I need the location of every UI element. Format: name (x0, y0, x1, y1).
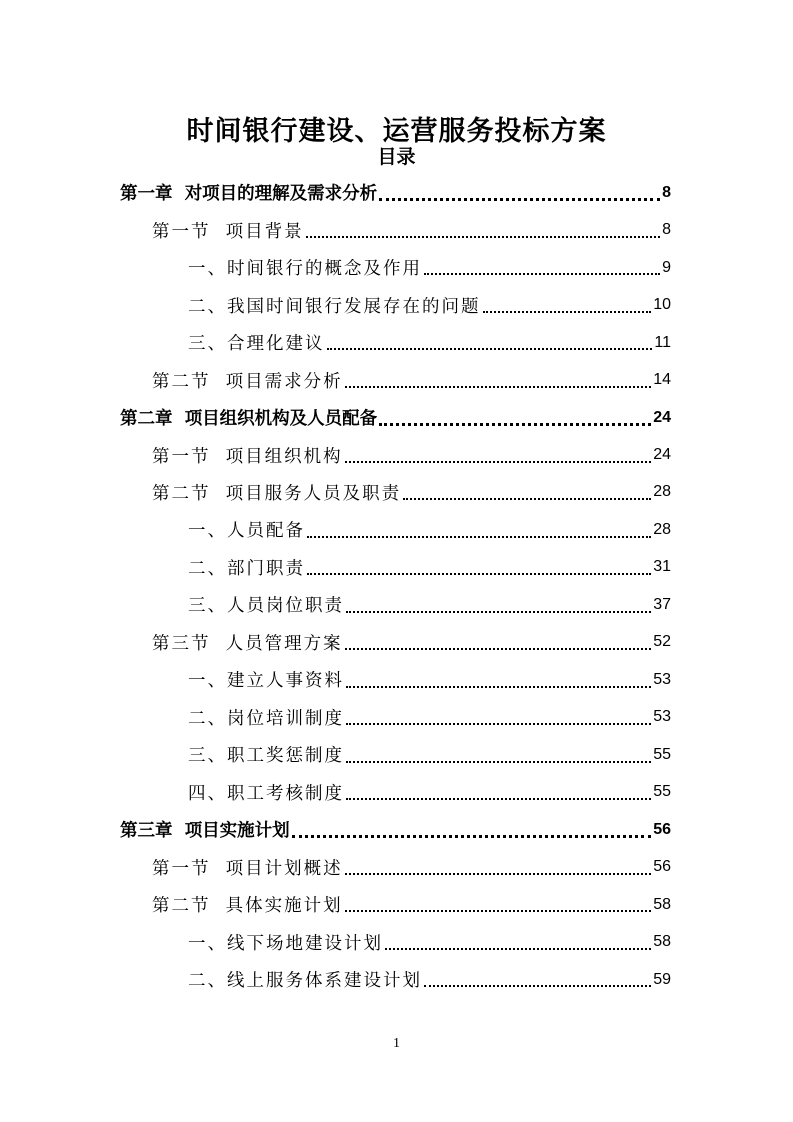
toc-entry-page: 37 (653, 595, 671, 613)
toc-entry-page: 56 (653, 858, 671, 876)
table-of-contents (0, 174, 793, 998)
dot-leader (346, 723, 651, 725)
toc-entry-number: 第一节 (152, 858, 226, 879)
dot-leader (345, 873, 652, 875)
toc-entry-number: 四、 (188, 783, 227, 804)
toc-entry-subsection[interactable] (0, 736, 793, 773)
dot-leader (379, 423, 651, 426)
toc-entry-section[interactable] (0, 361, 793, 398)
toc-entry-title: 合理化建议 (227, 334, 325, 355)
toc-entry-page: 53 (653, 708, 671, 726)
toc-entry-title: 具体实施计划 (225, 896, 343, 917)
toc-entry-subsection[interactable] (0, 286, 793, 323)
toc-entry-title: 项目组织机构及人员配备 (184, 409, 378, 430)
toc-entry-number: 二、 (188, 558, 227, 579)
toc-entry-page: 11 (654, 333, 671, 351)
toc-entry-number: 一、 (188, 521, 227, 542)
toc-entry-subsection[interactable] (0, 961, 793, 998)
toc-entry-section[interactable] (0, 474, 793, 511)
toc-entry-number: 三、 (188, 746, 227, 767)
dot-leader (345, 461, 652, 463)
toc-entry-section[interactable] (0, 886, 793, 923)
dot-leader (346, 611, 651, 613)
toc-entry-subsection[interactable] (0, 511, 793, 548)
toc-entry-page: 31 (653, 558, 671, 576)
toc-entry-number: 三、 (188, 596, 227, 617)
toc-entry-title: 线上服务体系建设计划 (227, 971, 422, 992)
toc-entry-subsection[interactable] (0, 699, 793, 736)
toc-entry-page: 56 (653, 820, 671, 838)
toc-entry-title: 人员配备 (227, 521, 305, 542)
dot-leader (379, 198, 660, 201)
toc-entry-number: 一、 (188, 259, 227, 280)
dot-leader (483, 311, 652, 313)
toc-entry-title: 项目实施计划 (184, 821, 290, 842)
toc-entry-page: 8 (662, 221, 671, 239)
toc-entry-section[interactable] (0, 436, 793, 473)
toc-entry-number: 第二节 (152, 896, 226, 917)
dot-leader (345, 910, 652, 912)
toc-entry-number: 第三节 (152, 633, 226, 654)
toc-entry-title: 线下场地建设计划 (227, 933, 383, 954)
toc-entry-number: 第二节 (152, 371, 226, 392)
dot-leader (424, 985, 651, 987)
toc-entry-page: 53 (653, 670, 671, 688)
dot-leader (403, 498, 651, 500)
dot-leader (307, 536, 651, 538)
toc-entry-subsection[interactable] (0, 249, 793, 286)
toc-entry-page: 55 (653, 783, 671, 801)
toc-entry-page: 24 (653, 408, 671, 426)
toc-entry-chapter-2[interactable] (0, 399, 793, 436)
toc-entry-number: 一、 (188, 671, 227, 692)
dot-leader (345, 648, 652, 650)
toc-entry-section[interactable] (0, 848, 793, 885)
toc-entry-title: 职工考核制度 (227, 783, 344, 804)
toc-entry-title: 项目计划概述 (225, 858, 343, 879)
toc-entry-page: 28 (653, 520, 671, 538)
toc-entry-subsection[interactable] (0, 661, 793, 698)
toc-entry-page: 10 (653, 296, 671, 314)
toc-entry-number: 一、 (188, 933, 227, 954)
toc-entry-number: 第三章 (120, 821, 185, 842)
dot-leader (424, 273, 660, 275)
toc-entry-page: 9 (662, 258, 671, 276)
toc-heading: 目录 (377, 146, 416, 168)
toc-entry-title: 部门职责 (227, 558, 305, 579)
dot-leader (307, 573, 651, 575)
toc-entry-title: 人员岗位职责 (227, 596, 344, 617)
toc-entry-page: 8 (662, 183, 671, 201)
toc-entry-number: 第一节 (152, 221, 226, 242)
toc-entry-number: 第一节 (152, 446, 226, 467)
dot-leader (327, 348, 653, 350)
toc-entry-chapter-3[interactable] (0, 811, 793, 848)
dot-leader (306, 236, 660, 238)
toc-entry-number: 第二节 (152, 483, 226, 504)
toc-entry-page: 28 (653, 483, 671, 501)
toc-entry-title: 项目背景 (225, 221, 304, 242)
toc-entry-section[interactable] (0, 211, 793, 248)
toc-entry-title: 时间银行的概念及作用 (227, 259, 422, 280)
dot-leader (292, 835, 652, 838)
dot-leader (385, 948, 651, 950)
toc-entry-number: 第一章 (120, 184, 185, 205)
toc-entry-subsection[interactable] (0, 923, 793, 960)
toc-entry-title: 职工奖惩制度 (227, 746, 344, 767)
toc-entry-title: 项目需求分析 (225, 371, 343, 392)
toc-entry-section[interactable] (0, 624, 793, 661)
toc-entry-title: 对项目的理解及需求分析 (184, 184, 378, 205)
toc-entry-title: 建立人事资料 (227, 671, 344, 692)
toc-entry-page: 14 (653, 371, 671, 389)
toc-entry-page: 58 (653, 933, 671, 951)
toc-entry-number: 二、 (188, 971, 227, 992)
toc-entry-page: 24 (653, 446, 671, 464)
page-number: 1 (393, 1036, 400, 1051)
toc-entry-page: 52 (653, 633, 671, 651)
dot-leader (346, 761, 651, 763)
toc-entry-number: 二、 (188, 296, 227, 317)
toc-entry-subsection[interactable] (0, 549, 793, 586)
document-title: 时间银行建设、运营服务投标方案 (186, 116, 607, 148)
toc-entry-title: 项目组织机构 (225, 446, 343, 467)
toc-entry-number: 二、 (188, 708, 227, 729)
toc-entry-page: 59 (653, 970, 671, 988)
toc-entry-title: 人员管理方案 (225, 633, 343, 654)
toc-entry-page: 58 (653, 895, 671, 913)
toc-entry-title: 我国时间银行发展存在的问题 (227, 296, 481, 317)
toc-entry-title: 项目服务人员及职责 (225, 483, 402, 504)
toc-entry-number: 三、 (188, 334, 227, 355)
toc-entry-page: 55 (653, 745, 671, 763)
toc-entry-subsection[interactable] (0, 586, 793, 623)
toc-entry-subsection[interactable] (0, 324, 793, 361)
toc-entry-number: 第二章 (120, 409, 185, 430)
toc-entry-title: 岗位培训制度 (227, 708, 344, 729)
dot-leader (346, 686, 651, 688)
dot-leader (346, 798, 651, 800)
dot-leader (345, 386, 652, 388)
toc-entry-subsection[interactable] (0, 774, 793, 811)
toc-entry-chapter-1[interactable] (0, 174, 793, 211)
